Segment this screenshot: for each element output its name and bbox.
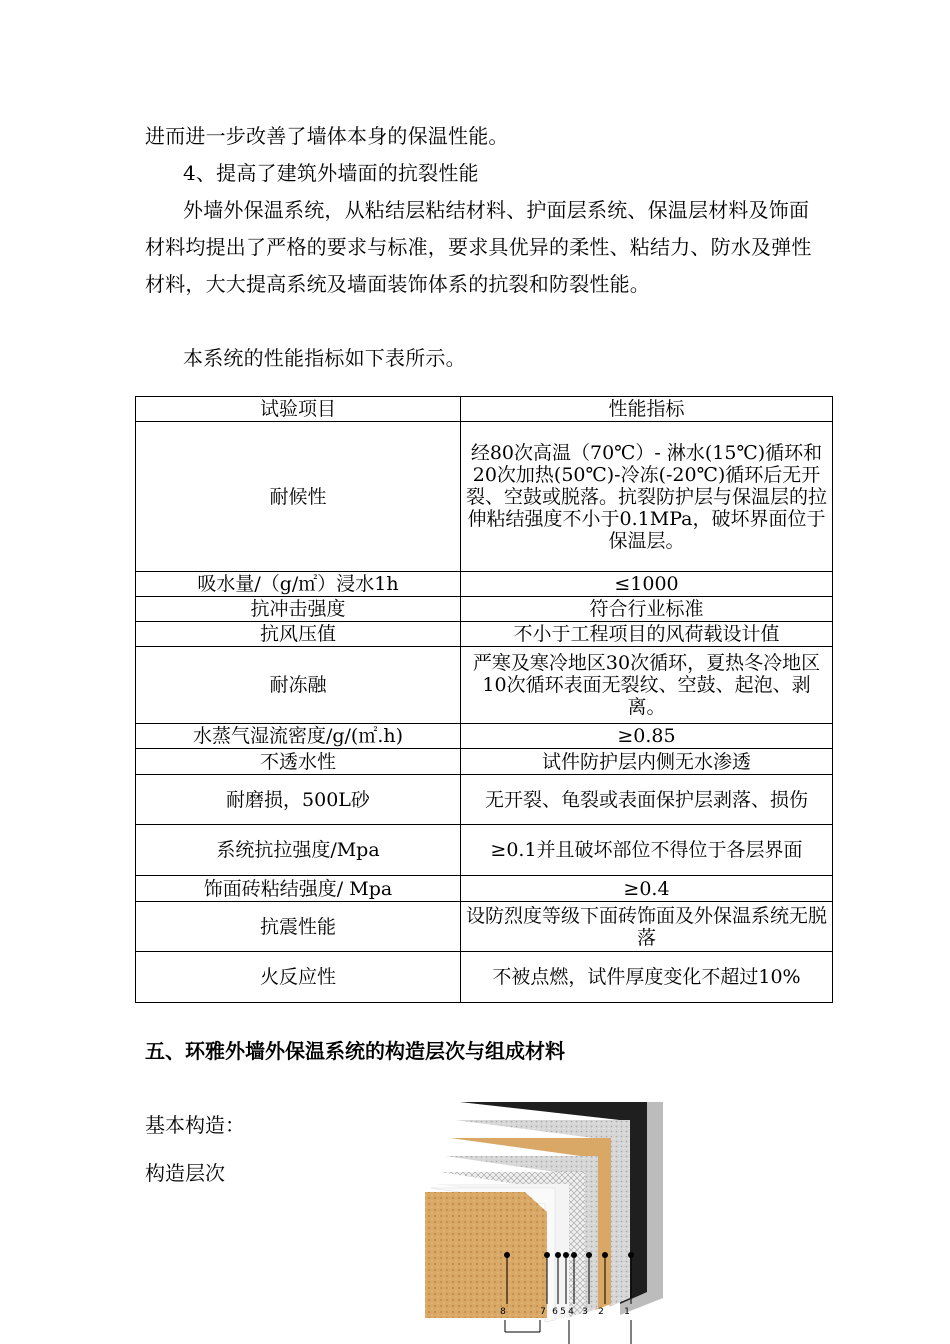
performance-table — [135, 396, 833, 1003]
table-row — [136, 749, 833, 775]
layer-number-6: 6 — [552, 1307, 558, 1317]
table-cell-item: 耐磨损，500L砂 — [136, 775, 461, 825]
paragraph-3: 外墙外保温系统，从粘结层粘结材料、护面层系统、保温层材料及饰面材料均提出了严格的要求与标准，要求具优异的柔性、粘结力、防水及弹性材料，大大提高系统及墙面装饰体系的抗裂和防裂性能。 — [145, 198, 812, 296]
label-basic-structure: 基本构造： — [145, 1113, 245, 1137]
table-row — [136, 597, 833, 622]
label-structure-layers: 构造层次 — [145, 1161, 225, 1185]
table-row — [136, 902, 833, 952]
table-cell-item: 饰面砖粘结强度/ Mpa — [136, 876, 461, 902]
layer-number-1: 1 — [624, 1307, 630, 1317]
wall-layers-diagram — [415, 1100, 675, 1344]
paragraph-1: 进而进一步改善了墙体本身的保温性能。 — [145, 124, 509, 148]
layer-number-3: 3 — [582, 1307, 588, 1317]
table-cell-item: 系统抗拉强度/Mpa — [136, 825, 461, 876]
table-row — [136, 724, 833, 749]
table-row — [136, 647, 833, 724]
table-cell-value: 严寒及寒冷地区30次循环，夏热冬冷地区10次循环表面无裂纹、空鼓、起泡、剥离。 — [461, 647, 833, 724]
paragraph-4: 本系统的性能指标如下表所示。 — [183, 346, 466, 370]
layer-8-insulation — [425, 1192, 547, 1318]
table-cell-item: 抗风压值 — [136, 622, 461, 647]
table-cell-value: ≥0.1并且破坏部位不得位于各层界面 — [461, 825, 833, 876]
layer-number-5: 5 — [560, 1307, 566, 1317]
table-header-item: 试验项目 — [136, 397, 461, 422]
table-cell-value: ≤1000 — [461, 572, 833, 597]
table-cell-value: 不被点燃，试件厚度变化不超过10% — [461, 952, 833, 1003]
section-heading: 五、环雅外墙外保温系统的构造层次与组成材料 — [145, 1039, 565, 1063]
layer-number-2: 2 — [598, 1307, 604, 1317]
table-row — [136, 572, 833, 597]
table-cell-value: 符合行业标准 — [461, 597, 833, 622]
table-cell-value: ≥0.4 — [461, 876, 833, 902]
table-cell-item: 耐候性 — [136, 422, 461, 572]
table-row — [136, 422, 833, 572]
table-row — [136, 775, 833, 825]
table-row — [136, 825, 833, 876]
table-cell-value: 试件防护层内侧无水渗透 — [461, 749, 833, 775]
table-cell-item: 火反应性 — [136, 952, 461, 1003]
table-cell-item: 吸水量/（g/㎡）浸水1h — [136, 572, 461, 597]
table-cell-item: 抗震性能 — [136, 902, 461, 952]
table-header-value: 性能指标 — [461, 397, 833, 422]
table-row — [136, 876, 833, 902]
paragraph-heading-4: 4、提高了建筑外墙面的抗裂性能 — [183, 161, 479, 185]
table-cell-item: 耐冻融 — [136, 647, 461, 724]
table-cell-item: 水蒸气湿流密度/g/(㎡.h) — [136, 724, 461, 749]
table-cell-item: 抗冲击强度 — [136, 597, 461, 622]
table-cell-value: 经80次高温（70℃）- 淋水(15℃)循环和20次加热(50℃)-冷冻(-20℃)循环后无开裂、空鼓或脱落。抗裂防护层与保温层的拉伸粘结强度不小于0.1MPa，破坏界面位于保温层。 — [461, 422, 833, 572]
layer-number-7: 7 — [540, 1307, 546, 1317]
layer-number-8: 8 — [500, 1307, 506, 1317]
table-cell-value: 设防烈度等级下面砖饰面及外保温系统无脱落 — [461, 902, 833, 952]
table-cell-value: ≥0.85 — [461, 724, 833, 749]
table-row — [136, 622, 833, 647]
table-row — [136, 952, 833, 1003]
layer-number-4: 4 — [568, 1307, 574, 1317]
table-cell-item: 不透水性 — [136, 749, 461, 775]
table-cell-value: 无开裂、龟裂或表面保护层剥落、损伤 — [461, 775, 833, 825]
table-cell-value: 不小于工程项目的风荷载设计值 — [461, 622, 833, 647]
